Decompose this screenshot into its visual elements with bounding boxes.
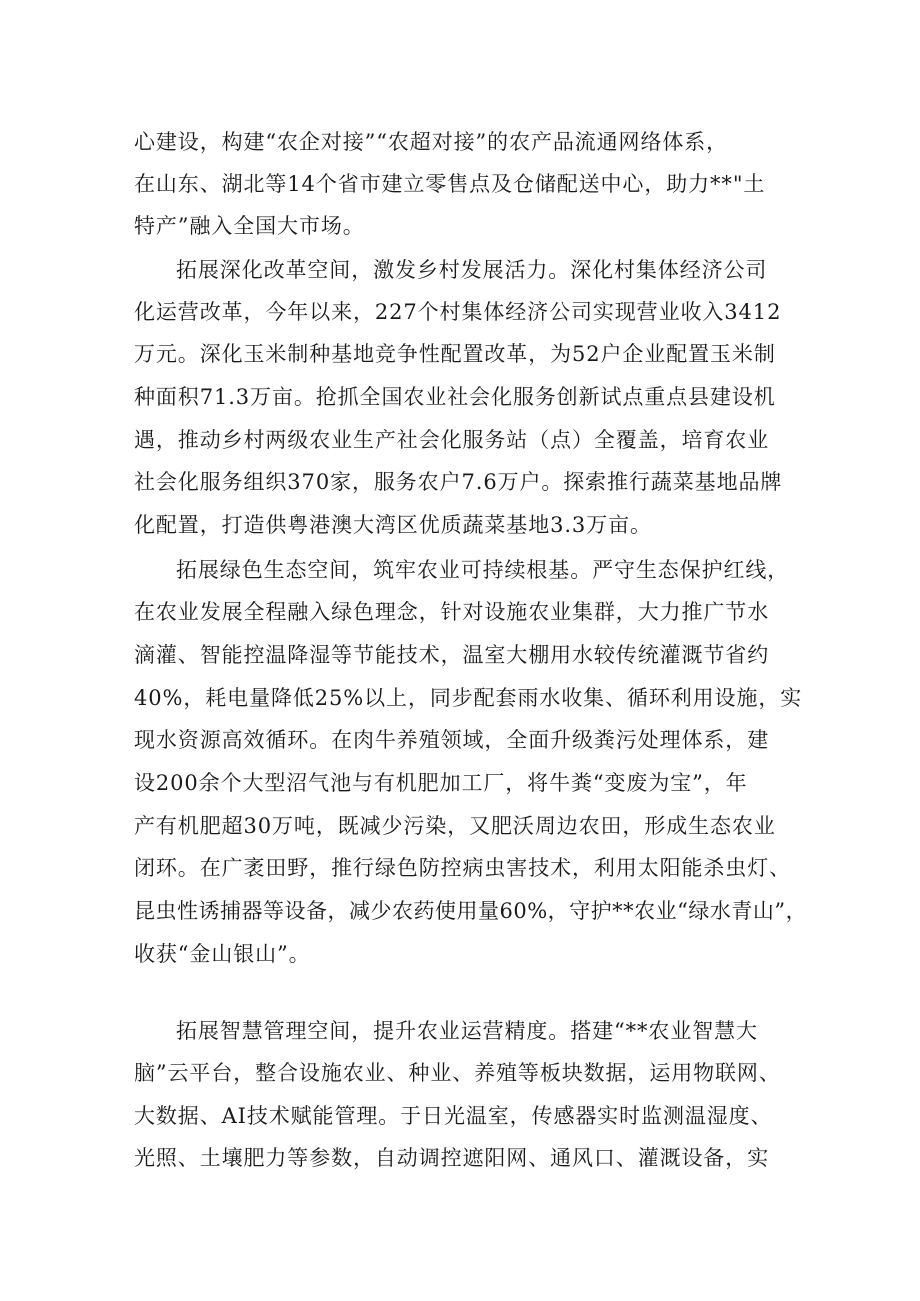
text-line: 闭环。在广袤田野，推行绿色防控病虫害技术，利用太阳能杀虫灯、 — [134, 856, 791, 880]
text-line: 设200余个大型沼气池与有机肥加工厂，将牛粪“变废为宝”，年 — [134, 771, 748, 795]
text-line: 化运营改革，今年以来，227个村集体经济公司实现营业收入3412 — [134, 300, 782, 324]
text-line: 大数据、AI技术赋能管理。于日光温室，传感器实时监测温湿度、 — [134, 1104, 773, 1128]
text-line: 遇，推动乡村两级农业生产社会化服务站（点）全覆盖，培育农业 — [134, 428, 770, 452]
text-line: 种面积71.3万亩。抢抓全国农业社会化服务创新试点重点县建设机 — [134, 385, 776, 409]
text-line: 产有机肥超30万吨，既减少污染，又肥沃周边农田，形成生态农业 — [134, 814, 776, 838]
text-line: 社会化服务组织370家，服务农户7.6万户。探索推行蔬菜基地品牌 — [134, 470, 783, 494]
text-line: 拓展绿色生态空间，筑牢农业可持续根基。严守生态保护红线， — [176, 558, 790, 582]
text-line: 收获“金山银山”。 — [134, 942, 311, 966]
text-line: 在农业发展全程融入绿色理念，针对设施农业集群，大力推广节水 — [134, 600, 770, 624]
text-line: 昆虫性诱捕器等设备，减少农药使用量60%，守护**农业“绿水青山”， — [134, 899, 808, 923]
text-line: 脑”云平台，整合设施农业、种业、养殖等板块数据，运用物联网、 — [134, 1061, 781, 1085]
text-line: 现水资源高效循环。在肉牛养殖领域，全面升级粪污处理体系，建 — [134, 728, 770, 752]
text-line: 特产”融入全国大市场。 — [134, 214, 365, 238]
text-line: 拓展智慧管理空间，提升农业运营精度。搭建“**农业智慧大 — [176, 1019, 758, 1043]
text-line: 拓展深化改革空间，激发乡村发展活力。深化村集体经济公司 — [176, 258, 768, 282]
text-line: 在山东、湖北等14个省市建立零售点及仓储配送中心，助力**"土 — [134, 172, 766, 196]
text-line: 万元。深化玉米制种基地竞争性配置改革，为52户企业配置玉米制 — [134, 342, 776, 366]
text-line: 滴灌、智能控温降湿等节能技术，温室大棚用水较传统灌溉节省约 — [134, 643, 770, 667]
text-line: 心建设，构建“农企对接”“农超对接”的农产品流通网络体系， — [134, 130, 729, 154]
text-line: 光照、土壤肥力等参数，自动调控遮阳网、通风口、灌溉设备，实 — [134, 1146, 770, 1170]
text-line: 化配置，打造供粤港澳大湾区优质蔬菜基地3.3万亩。 — [134, 513, 652, 537]
text-line: 40%，耗电量降低25%以上，同步配套雨水收集、循环利用设施，实 — [134, 686, 803, 710]
